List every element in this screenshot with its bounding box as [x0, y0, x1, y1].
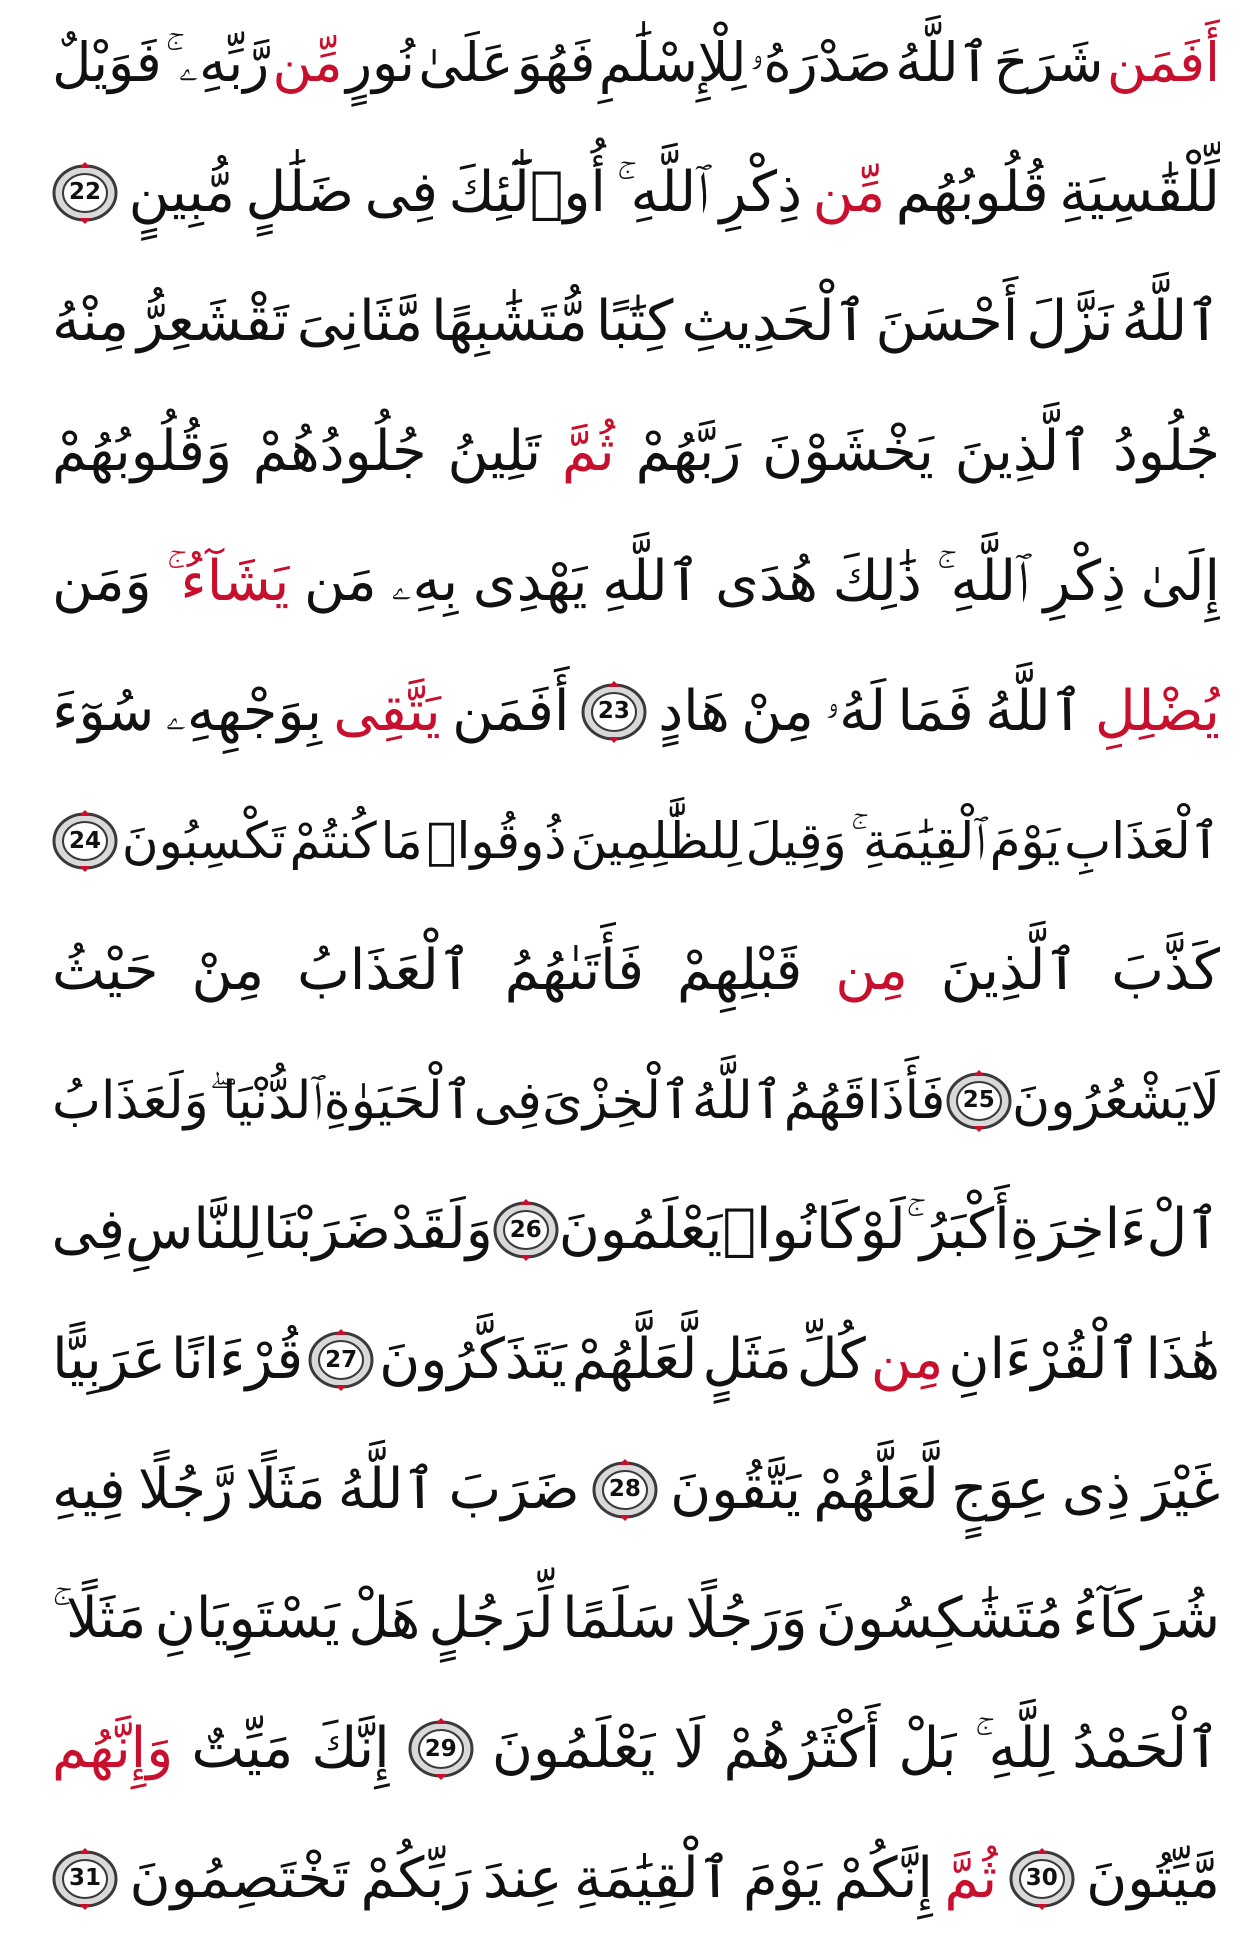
verse-word: لِلظَّٰلِمِينَ	[570, 812, 742, 871]
verse-word: سُوٓءَ	[52, 678, 155, 744]
verse-word: يَخْشَوْنَ	[762, 419, 934, 485]
verse-word: مَثَلًا ۚ	[52, 1586, 147, 1652]
verse-word: مِنْ	[741, 678, 814, 744]
verse-end-marker	[493, 1197, 559, 1263]
verse-word: جُلُودُهُمْ	[252, 419, 427, 485]
verse-word: بِوَجْهِهِۦ	[165, 678, 322, 744]
verse-word: مِن	[870, 1327, 944, 1393]
verse-number: 22	[69, 179, 102, 206]
verse-word: ٱللَّهُ	[691, 1070, 784, 1131]
verse-word: مَّيِّتُونَ	[1086, 1845, 1220, 1911]
verse-word: ٱللَّهُ	[1121, 289, 1220, 355]
verse-word: قُلُوبُهُم	[895, 159, 1049, 225]
verse-word: ضَرَبَ	[448, 1456, 580, 1522]
verse-word: عِندَ	[482, 1845, 563, 1911]
verse-word: وَإِنَّهُم	[52, 1716, 174, 1782]
verse-word: لِّرَجُلٍ	[428, 1586, 554, 1652]
verse-word: أَحْسَنَ	[875, 289, 1019, 355]
text-line	[52, 1433, 1220, 1547]
verse-word: يَوْمَ	[742, 1845, 823, 1911]
verse-word: ٱللَّهُ	[985, 678, 1084, 744]
verse-word: ٱلْحَدِيثِ	[681, 289, 868, 355]
verse-word: إِنَّكُمْ	[833, 1845, 933, 1911]
verse-word: فِيهِ	[52, 1456, 126, 1522]
verse-word: عِوَجٍ	[951, 1456, 1050, 1522]
verse-word: يَوْمَ	[989, 812, 1061, 871]
verse-word: رَّبِّهِۦ ۚ	[165, 31, 270, 94]
verse-word: لِلْإِسْلَٰمِ	[598, 31, 747, 94]
verse-word: مُّتَشَٰبِهًا	[431, 289, 588, 355]
verse-word: هَادٍ	[658, 678, 730, 744]
verse-word: لَوْ	[859, 1197, 906, 1263]
verse-word: وَلَعَذَابُ	[52, 1070, 209, 1131]
verse-word: ٱلَّذِينَ	[954, 419, 1093, 485]
verse-word: وَلَقَدْ	[390, 1197, 493, 1263]
verse-number: 25	[962, 1087, 995, 1114]
verse-word: ذِى	[1061, 1456, 1131, 1522]
verse-word: سَلَمًا	[562, 1586, 677, 1652]
verse-number: 26	[509, 1216, 542, 1243]
verse-word: وَرَجُلًا	[685, 1586, 808, 1652]
text-line	[52, 1822, 1220, 1936]
verse-word: إِنَّكَ	[311, 1716, 390, 1782]
verse-word: لَّعَلَّهُمْ	[813, 1456, 939, 1522]
verse-word: يَهْدِى	[472, 548, 588, 614]
verse-word: هُدَى	[715, 548, 818, 614]
verse-word: ثُمَّ	[561, 419, 615, 485]
verse-word: عَرَبِيًّا	[52, 1327, 166, 1393]
verse-word: مِّن	[812, 159, 886, 225]
verse-word: مَيِّتٌ	[191, 1716, 294, 1782]
verse-word: شَرَحَ	[993, 31, 1104, 94]
verse-word: قَبْلِهِمْ	[676, 937, 803, 1003]
verse-word: فِى	[364, 159, 439, 225]
verse-word: ٱلَّذِينَ	[940, 937, 1079, 1003]
verse-word: ٱللَّهِ ۚ	[616, 159, 709, 225]
verse-word: لِلنَّاسِ	[125, 1197, 263, 1263]
verse-word: هَٰذَا	[1145, 1327, 1220, 1393]
verse-word: أَفَمَن	[1106, 31, 1220, 94]
verse-word: تَقْشَعِرُّ	[137, 289, 289, 355]
verse-word: مَّثَانِىَ	[296, 289, 424, 355]
verse-number: 30	[1025, 1865, 1058, 1892]
verse-word: لَّعَلَّهُمْ	[571, 1327, 698, 1393]
verse-word: أُو۟لَٰٓئِكَ	[448, 159, 606, 225]
verse-word: ٱلْخِزْىَ	[542, 1070, 692, 1131]
verse-end-marker	[946, 1068, 1012, 1134]
verse-word: ٱللَّهُ	[337, 1456, 437, 1522]
text-line	[52, 265, 1220, 379]
verse-end-marker	[581, 679, 647, 745]
verse-word: يَتَذَكَّرُونَ	[379, 1327, 567, 1393]
verse-word: لِّلْقَٰسِيَةِ	[1059, 159, 1220, 225]
text-line	[52, 6, 1220, 120]
verse-word: مَن	[303, 548, 377, 614]
text-line	[52, 1173, 1220, 1287]
verse-end-marker	[52, 160, 118, 226]
verse-word: ٱللَّهِ	[602, 548, 701, 614]
verse-number: 31	[69, 1865, 102, 1892]
verse-word: ٱلْقُرْءَانِ	[948, 1327, 1141, 1393]
text-line	[52, 655, 1220, 769]
verse-number: 27	[325, 1346, 358, 1373]
verse-word: هَلْ	[348, 1586, 421, 1652]
text-line	[52, 1303, 1220, 1417]
text-line	[52, 525, 1220, 639]
verse-word: ذِكْرِ	[719, 159, 803, 225]
verse-number: 24	[69, 827, 102, 854]
verse-word: تَخْتَصِمُونَ	[129, 1845, 350, 1911]
verse-word: مَثَلٍ	[702, 1327, 792, 1393]
verse-word: يَشْعُرُونَ	[1012, 1070, 1190, 1131]
verse-word: نُورٍ	[345, 31, 415, 94]
verse-word: ٱلدُّنْيَا ۖ	[209, 1070, 324, 1131]
verse-word: فَمَا	[897, 678, 974, 744]
verse-word: ٱلْعَذَابِ	[1064, 812, 1220, 871]
verse-word: مُّبِينٍ	[128, 159, 235, 225]
verse-word: مِّن	[272, 31, 343, 94]
verse-word: لَا	[1190, 1070, 1220, 1131]
verse-word: شُرَكَآءُ	[1072, 1586, 1220, 1652]
verse-end-marker	[308, 1327, 374, 1393]
verse-word: لَا	[673, 1716, 706, 1782]
verse-word: فِى	[473, 1070, 542, 1131]
verse-word: جُلُودُ	[1112, 419, 1220, 485]
verse-word: حَيْثُ	[52, 937, 159, 1003]
verse-word: ٱلْقِيَٰمَةِ	[573, 1845, 732, 1911]
verse-word: تَلِينُ	[447, 419, 542, 485]
text-line	[52, 395, 1220, 509]
verse-word: نَزَّلَ	[1026, 289, 1114, 355]
verse-number: 28	[608, 1476, 641, 1503]
verse-lines	[52, 6, 1220, 1936]
verse-word: فِى	[52, 1197, 125, 1263]
text-line	[52, 784, 1220, 898]
verse-end-marker	[52, 1846, 118, 1912]
verse-number: 23	[597, 698, 630, 725]
verse-word: يَعْلَمُونَ	[558, 1197, 723, 1263]
verse-word: قُرْءَانًا	[170, 1327, 304, 1393]
verse-word: أَكْبَرُ ۚ	[905, 1197, 1010, 1263]
verse-end-marker	[1009, 1846, 1075, 1912]
verse-word: أَكْثَرُهُمْ	[723, 1716, 881, 1782]
verse-word: وَقِيلَ	[745, 812, 847, 871]
verse-word: ٱلْءَاخِرَةِ	[1009, 1197, 1220, 1263]
verse-word: رَّجُلًا	[137, 1456, 234, 1522]
verse-word: فَأَذَاقَهُمُ	[783, 1070, 946, 1131]
text-line	[52, 1692, 1220, 1806]
verse-word: ضَلَٰلٍ	[245, 159, 355, 225]
verse-word: ضَرَبْنَا	[262, 1197, 391, 1263]
verse-word: بِهِۦ	[391, 548, 459, 614]
verse-word: يَتَّقِى	[333, 678, 441, 744]
verse-word: إِلَىٰ	[1140, 548, 1220, 614]
verse-word: مُتَشَٰكِسُونَ	[815, 1586, 1064, 1652]
verse-word: رَبَّهُمْ	[635, 419, 742, 485]
verse-word: يَشَآءُ ۚ	[166, 548, 290, 614]
text-line	[52, 136, 1220, 250]
verse-word: كَذَّبَ	[1111, 937, 1220, 1003]
verse-word: فَهُوَ	[516, 31, 596, 94]
verse-word: لِلَّهِ ۚ	[974, 1716, 1055, 1782]
verse-word: ذِكْرِ	[1043, 548, 1127, 614]
verse-word: كِتَٰبًا	[595, 289, 674, 355]
verse-word: مَا	[380, 812, 423, 871]
verse-word: مِن	[835, 937, 908, 1003]
verse-word: وَمَن	[52, 548, 152, 614]
verse-word: مِنْهُ	[52, 289, 129, 355]
text-line	[52, 914, 1220, 1028]
verse-word: مَثَلًا	[245, 1456, 326, 1522]
verse-word: ٱللَّهِ ۚ	[936, 548, 1029, 614]
verse-word: يَسْتَوِيَانِ	[154, 1586, 340, 1652]
verse-word: صَدْرَهُۥ	[749, 31, 892, 94]
verse-word: ذَٰلِكَ	[832, 548, 922, 614]
verse-word: يُضْلِلِ	[1094, 678, 1220, 744]
verse-word: ٱلْحَيَوٰةِ	[323, 1070, 474, 1131]
verse-word: فَأَتَىٰهُمُ	[504, 937, 644, 1003]
verse-word: أَفَمَن	[452, 678, 570, 744]
verse-word: مِنْ	[191, 937, 265, 1003]
verse-end-marker	[592, 1457, 658, 1523]
verse-word: كُنتُمْ	[289, 812, 377, 871]
verse-word: ٱللَّهُ	[895, 31, 991, 94]
verse-word: ذُوقُوا۟	[426, 812, 567, 871]
verse-word: كَانُوا۟	[722, 1197, 860, 1263]
verse-number: 29	[424, 1735, 457, 1762]
verse-word: لَهُۥ	[825, 678, 887, 744]
verse-end-marker	[52, 808, 118, 874]
verse-word: فَوَيْلٌ	[52, 31, 162, 94]
text-line	[52, 1044, 1220, 1158]
verse-end-marker	[408, 1716, 474, 1782]
verse-word: تَكْسِبُونَ	[121, 812, 286, 871]
verse-word: غَيْرَ	[1142, 1456, 1220, 1522]
verse-word: وَقُلُوبُهُمْ	[52, 419, 232, 485]
text-line	[52, 1562, 1220, 1676]
verse-word: ٱلْقِيَٰمَةِ ۚ	[850, 812, 986, 871]
verse-word: ٱلْعَذَابُ	[297, 937, 472, 1003]
verse-word: كُلِّ	[796, 1327, 866, 1393]
verse-word: يَتَّقُونَ	[670, 1456, 801, 1522]
verse-word: بَلْ	[898, 1716, 957, 1782]
verse-word: عَلَىٰ	[418, 31, 514, 94]
verse-word: رَبِّكُمْ	[360, 1845, 472, 1911]
verse-word: يَعْلَمُونَ	[491, 1716, 656, 1782]
verse-word: ٱلْحَمْدُ	[1072, 1716, 1220, 1782]
verse-word: ثُمَّ	[944, 1845, 998, 1911]
